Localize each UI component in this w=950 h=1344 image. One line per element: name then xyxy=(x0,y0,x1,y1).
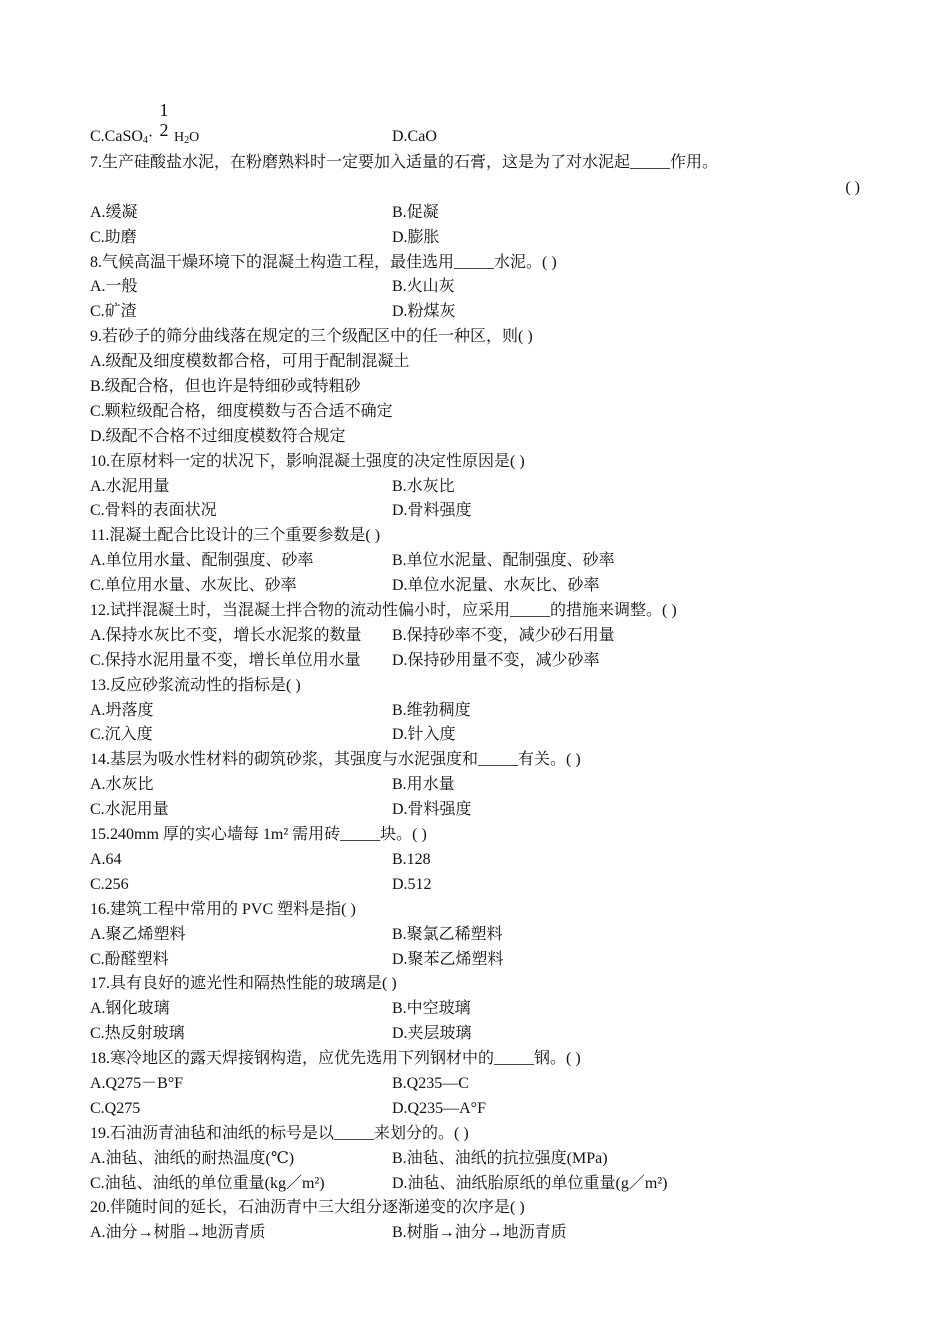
option-row xyxy=(90,723,860,748)
option-right: D.粉煤灰 xyxy=(392,303,456,321)
option-right: D.骨料强度 xyxy=(392,801,472,819)
option-right: B.树脂→油分→地沥青质 xyxy=(392,1224,567,1242)
option-single: A.级配及细度模数都合格，可用于配制混凝土 xyxy=(90,353,410,371)
option-row xyxy=(90,1172,860,1197)
option-row xyxy=(90,997,860,1022)
option-row xyxy=(90,1072,860,1097)
option-left: A.聚乙烯塑料 xyxy=(90,925,186,943)
question-stem: 8.气候高温干燥环境下的混凝土构造工程，最佳选用_____水泥。( ) xyxy=(90,253,557,271)
option-left: C.Q275 xyxy=(90,1099,141,1117)
option-left: C.热反射玻璃 xyxy=(90,1025,185,1043)
option-right: D.保持砂用量不变，减少砂率 xyxy=(392,651,600,669)
option-left: A.油毡、油纸的耐热温度(℃) xyxy=(90,1149,295,1167)
option-right: B.维勃稠度 xyxy=(392,701,471,719)
option-single: D.级配不合格不过细度模数符合规定 xyxy=(90,427,346,445)
option-left: C.骨料的表面状况 xyxy=(90,502,217,520)
question-stem: 9.若砂子的筛分曲线落在规定的三个级配区中的任一种区，则( ) xyxy=(90,328,533,346)
option-row xyxy=(90,1147,860,1172)
option-single: C.颗粒级配合格，细度模数与否合适不确定 xyxy=(90,402,393,420)
option-left: A.保持水灰比不变，增长水泥浆的数量 xyxy=(90,626,362,644)
question-stem: 17.具有良好的遮光性和隔热性能的玻璃是( ) xyxy=(90,975,397,993)
option-left: C.保持水泥用量不变，增长单位用水量 xyxy=(90,651,361,669)
question-stem: 12.试拌混凝土时，当混凝土拌合物的流动性偏小时，应采用_____的措施来调整。( ) xyxy=(90,602,677,620)
option-right: B.促凝 xyxy=(392,203,439,221)
option-row xyxy=(90,873,860,898)
option-left: A.钢化玻璃 xyxy=(90,1000,170,1018)
option-left: A.一般 xyxy=(90,278,138,296)
option-row xyxy=(90,923,860,948)
option-right: D.聚苯乙烯塑料 xyxy=(392,950,504,968)
option-right: D.油毡、油纸胎原纸的单位重量(g／m²) xyxy=(392,1174,668,1192)
option-left: C.单位用水量、水灰比、砂率 xyxy=(90,577,297,595)
formula-h-sub: 2 xyxy=(184,135,190,146)
question-stem: 15.240mm 厚的实心墙每 1m² 需用砖_____块。( ) xyxy=(90,826,427,844)
option-row xyxy=(90,649,860,674)
option-left: C.助磨 xyxy=(90,228,137,246)
option-row xyxy=(90,499,860,524)
option-right: B.128 xyxy=(392,850,431,868)
option-left: C.矿渣 xyxy=(90,303,137,321)
formula-prefix: C.CaSO xyxy=(90,128,143,145)
option-row xyxy=(90,848,860,873)
answer-parentheses: ( ) xyxy=(845,178,860,196)
formula-dot: · xyxy=(147,128,154,145)
formula-water xyxy=(174,130,199,146)
option-c-formula xyxy=(90,128,153,146)
option-row xyxy=(90,699,860,724)
option-right: B.火山灰 xyxy=(392,278,455,296)
option-row xyxy=(90,948,860,973)
option-row xyxy=(90,798,860,823)
option-left: A.64 xyxy=(90,850,122,868)
option-right: B.单位水泥量、配制强度、砂率 xyxy=(392,552,615,570)
option-left: C.沉入度 xyxy=(90,726,153,744)
formula-subscript: 4 xyxy=(142,135,148,146)
question-stem: 18.寒冷地区的露天焊接钢构造，应优先选用下列钢材中的_____钢。( ) xyxy=(90,1050,581,1068)
option-right: D.骨料强度 xyxy=(392,502,472,520)
option-right: D.夹层玻璃 xyxy=(392,1025,472,1043)
question-stem: 19.石油沥青油毡和油纸的标号是以_____来划分的。( ) xyxy=(90,1124,469,1142)
fraction-denominator: 2 xyxy=(159,120,169,140)
option-single: B.级配合格，但也许是特细砂或特粗砂 xyxy=(90,378,361,396)
option-left: A.油分→树脂→地沥青质 xyxy=(90,1224,266,1242)
option-left: A.缓凝 xyxy=(90,203,138,221)
option-left: A.水灰比 xyxy=(90,776,154,794)
option-row xyxy=(90,275,860,300)
question-stem: 11.混凝土配合比设计的三个重要参数是( ) xyxy=(90,527,381,545)
option-right: B.油毡、油纸的抗拉强度(MPa) xyxy=(392,1149,608,1167)
option-row xyxy=(90,201,860,226)
option-left: A.单位用水量、配制强度、砂率 xyxy=(90,552,314,570)
question-stem: 7.生产硅酸盐水泥，在粉磨熟料时一定要加入适量的石膏，这是为了对水泥起_____作用。 xyxy=(90,154,719,171)
question-stem: 20.伴随时间的延长，石油沥青中三大组分逐渐递变的次序是( ) xyxy=(90,1199,525,1217)
option-d-cao: D.CaO xyxy=(392,128,437,145)
option-left: A.水泥用量 xyxy=(90,477,170,495)
option-right: B.水灰比 xyxy=(392,477,455,495)
question-list xyxy=(90,151,860,1246)
fraction-numerator: 1 xyxy=(159,100,169,120)
option-row xyxy=(90,574,860,599)
option-right: B.中空玻璃 xyxy=(392,1000,471,1018)
option-row xyxy=(90,1221,860,1246)
option-right: B.用水量 xyxy=(392,776,455,794)
question-stem: 16.建筑工程中常用的 PVC 塑料是指( ) xyxy=(90,900,356,918)
option-right: D.针入度 xyxy=(392,726,456,744)
option-row xyxy=(90,1022,860,1047)
option-right: D.单位水泥量、水灰比、砂率 xyxy=(392,577,600,595)
fraction-half xyxy=(157,100,171,140)
question-stem: 10.在原材料一定的状况下，影响混凝土强度的决定性原因是( ) xyxy=(90,452,525,470)
option-row xyxy=(90,773,860,798)
option-row xyxy=(90,549,860,574)
option-left: C.酚醛塑料 xyxy=(90,950,169,968)
option-left: C.水泥用量 xyxy=(90,801,169,819)
option-row xyxy=(90,475,860,500)
formula-o: O xyxy=(189,130,200,145)
option-right: B.Q235—C xyxy=(392,1074,469,1092)
question-stem: 13.反应砂浆流动性的指标是( ) xyxy=(90,676,301,694)
option-right: D.512 xyxy=(392,875,432,893)
question-stem: 14.基层为吸水性材料的砌筑砂浆，其强度与水泥强度和_____有关。( ) xyxy=(90,751,581,769)
option-left: A.Q275－B°F xyxy=(90,1074,184,1092)
option-left: C.256 xyxy=(90,875,129,893)
option-right: D.Q235—A°F xyxy=(392,1099,486,1117)
option-row xyxy=(90,226,860,251)
option-right: B.聚氯乙稀塑料 xyxy=(392,925,503,943)
option-right: B.保持砂率不变，减少砂石用量 xyxy=(392,626,615,644)
option-row xyxy=(90,624,860,649)
option-row xyxy=(90,300,860,325)
option-row xyxy=(90,1097,860,1122)
formula-h: H xyxy=(174,130,185,145)
option-right: D.膨胀 xyxy=(392,228,440,246)
option-left: C.油毡、油纸的单位重量(kg／m²) xyxy=(90,1174,325,1192)
option-left: A.坍落度 xyxy=(90,701,154,719)
